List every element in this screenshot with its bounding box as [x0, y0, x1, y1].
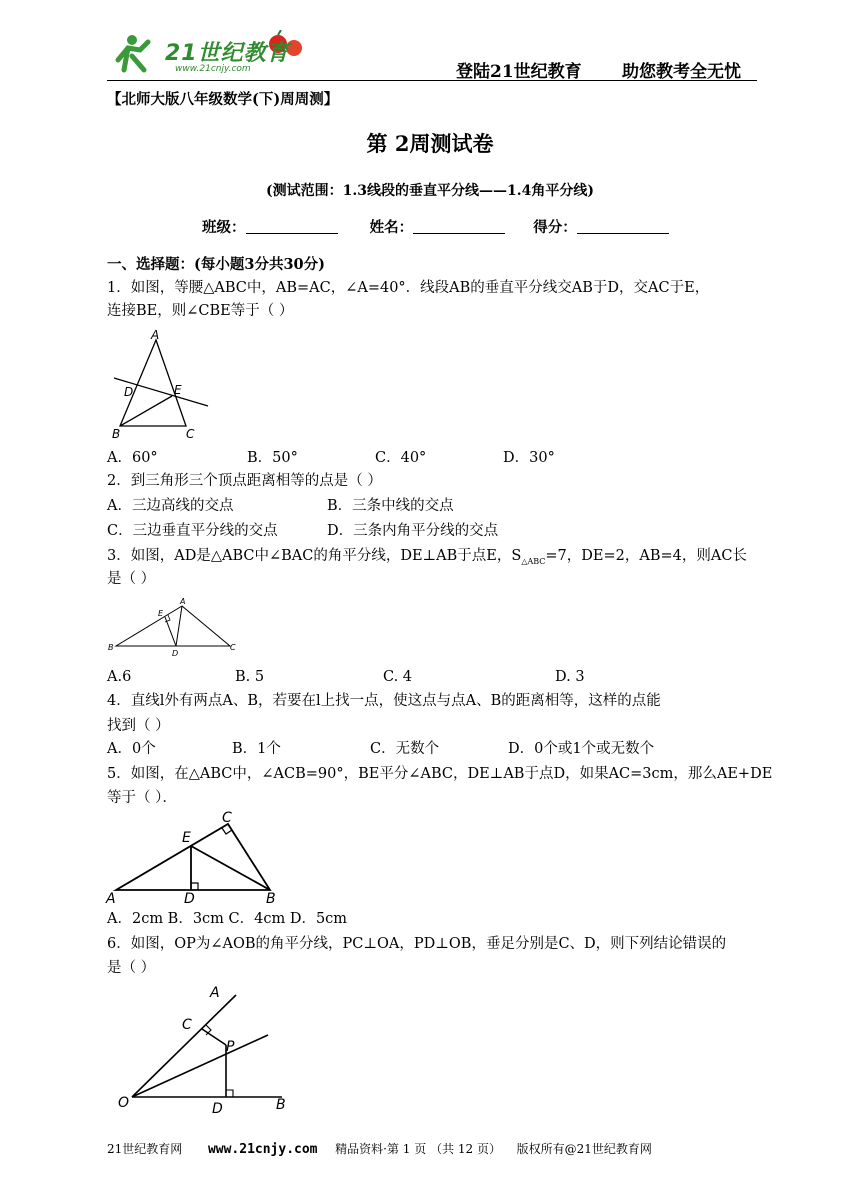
footer-copyright: 版权所有@21世纪教育网	[516, 1142, 652, 1156]
q3-label-c: C	[230, 643, 236, 652]
q6-label-p: P	[226, 1039, 235, 1055]
q6-label-a: A	[210, 985, 220, 1001]
q3-line1-sub: △ABC	[521, 556, 546, 566]
q4-option-a[interactable]: A．0个	[107, 741, 156, 757]
class-field[interactable]	[246, 219, 338, 234]
q4-line1: 4．直线l外有两点A、B，若要在l上找一点，使这点与点A、B的距离相等，这样的点能	[107, 693, 661, 709]
name-field[interactable]	[413, 219, 505, 234]
q3-option-d[interactable]: D. 3	[555, 669, 585, 685]
q6-figure	[118, 985, 298, 1115]
q6-line2: 是（ ）	[107, 960, 156, 976]
q2-options-row1	[107, 495, 454, 517]
q1-options	[107, 447, 555, 469]
q5-label-c: C	[222, 810, 232, 826]
page-title: 第 2周测试卷	[366, 131, 494, 156]
q4-option-d[interactable]: D．0个或1个或无数个	[508, 741, 655, 757]
q1-option-d[interactable]: D．30°	[503, 450, 555, 466]
footer-page-info: 精品资料·第 1 页 （共 12 页）	[335, 1142, 501, 1156]
page-footer	[107, 1140, 652, 1157]
q5-options: A．2cm B．3cm C．4cm D．5cm	[107, 911, 348, 927]
header-slogan-right: 助您教考全无忧	[622, 62, 741, 82]
logo-text: 21世纪教育	[165, 41, 290, 66]
q3-label-d: D	[172, 649, 179, 658]
q1-option-c[interactable]: C．40°	[375, 450, 427, 466]
q1-figure	[108, 328, 213, 443]
q4-option-c[interactable]: C．无数个	[370, 741, 440, 757]
test-scope: (测试范围：1.3线段的垂直平分线——1.4角平分线)	[266, 183, 594, 199]
q5-label-b: B	[266, 891, 276, 904]
q1-label-c: C	[186, 427, 195, 441]
logo-url: www.21cnjy.com	[175, 64, 251, 74]
score-label: 得分：	[533, 219, 577, 236]
q1-label-b: B	[112, 427, 121, 441]
footer-url[interactable]: www.21cnjy.com	[207, 1142, 318, 1157]
q6-label-o: O	[118, 1095, 130, 1111]
q1-label-d: D	[124, 385, 134, 399]
q6-label-c: C	[182, 1017, 192, 1033]
q2-line1: 2．到三角形三个顶点距离相等的点是（ ）	[107, 473, 382, 489]
section-heading: 一、选择题：(每小题3分共30分)	[107, 256, 325, 273]
q3-label-a: A	[180, 597, 186, 606]
q1-option-b[interactable]: B．50°	[247, 450, 298, 466]
series-title: 【北师大版八年级数学(下)周周测】	[107, 91, 339, 108]
q2-option-d[interactable]: D．三条内角平分线的交点	[327, 523, 499, 539]
q5-label-d: D	[184, 891, 195, 904]
q5-line1: 5．如图，在△ABC中，∠ACB=90°，BE平分∠ABC，DE⊥AB于点D，如果AC=3cm，那么AE+DE	[107, 766, 773, 782]
header-divider	[107, 80, 757, 81]
q2-option-b[interactable]: B．三条中线的交点	[327, 498, 454, 514]
q1-option-a[interactable]: A．60°	[107, 450, 158, 466]
q6-label-b: B	[276, 1097, 286, 1113]
name-label: 姓名：	[369, 219, 414, 236]
q3-line1-a: 3．如图，AD是△ABC中∠BAC的角平分线，DE⊥AB于点E，S	[107, 548, 522, 564]
q3-figure	[108, 596, 238, 658]
class-label: 班级：	[202, 219, 246, 236]
q1-label-e: E	[174, 383, 182, 397]
q4-option-b[interactable]: B．1个	[232, 741, 281, 757]
q4-options	[107, 738, 654, 760]
q5-label-a: A	[106, 891, 116, 904]
q3-label-e: E	[158, 609, 164, 618]
q2-option-c[interactable]: C．三边垂直平分线的交点	[107, 523, 278, 539]
q3-line1	[107, 545, 747, 573]
q3-option-c[interactable]: C. 4	[383, 669, 413, 685]
q3-option-b[interactable]: B. 5	[235, 669, 265, 685]
q3-option-a[interactable]: A.6	[107, 669, 132, 685]
q2-options-row2	[107, 520, 498, 542]
q3-label-b: B	[108, 643, 114, 652]
student-info	[202, 216, 669, 237]
q3-options	[107, 666, 585, 688]
q5-line2: 等于（ ）．	[107, 790, 177, 806]
q3-line1-b: =7，DE=2，AB=4，则AC长	[545, 548, 747, 564]
header-slogan-left: 登陆21世纪教育	[456, 62, 582, 82]
q6-label-d: D	[212, 1101, 223, 1115]
q6-line1: 6．如图，OP为∠AOB的角平分线，PC⊥OA，PD⊥OB，垂足分别是C、D，则下列结论错误的	[107, 936, 727, 952]
q5-figure	[104, 808, 284, 904]
q5-label-e: E	[182, 830, 191, 846]
q3-line2: 是（ ）	[107, 571, 156, 587]
q2-option-a[interactable]: A．三边高线的交点	[107, 498, 234, 514]
footer-site: 21世纪教育网	[107, 1142, 183, 1156]
q1-line1: 1．如图，等腰△ABC中，AB=AC，∠A=40°．线段AB的垂直平分线交AB于D，交AC于E，	[107, 280, 710, 296]
q1-line2: 连接BE，则∠CBE等于（ ）	[107, 303, 294, 319]
q1-label-a: A	[151, 328, 160, 342]
q4-line2: 找到（ ）	[107, 718, 170, 734]
score-field[interactable]	[577, 219, 669, 234]
